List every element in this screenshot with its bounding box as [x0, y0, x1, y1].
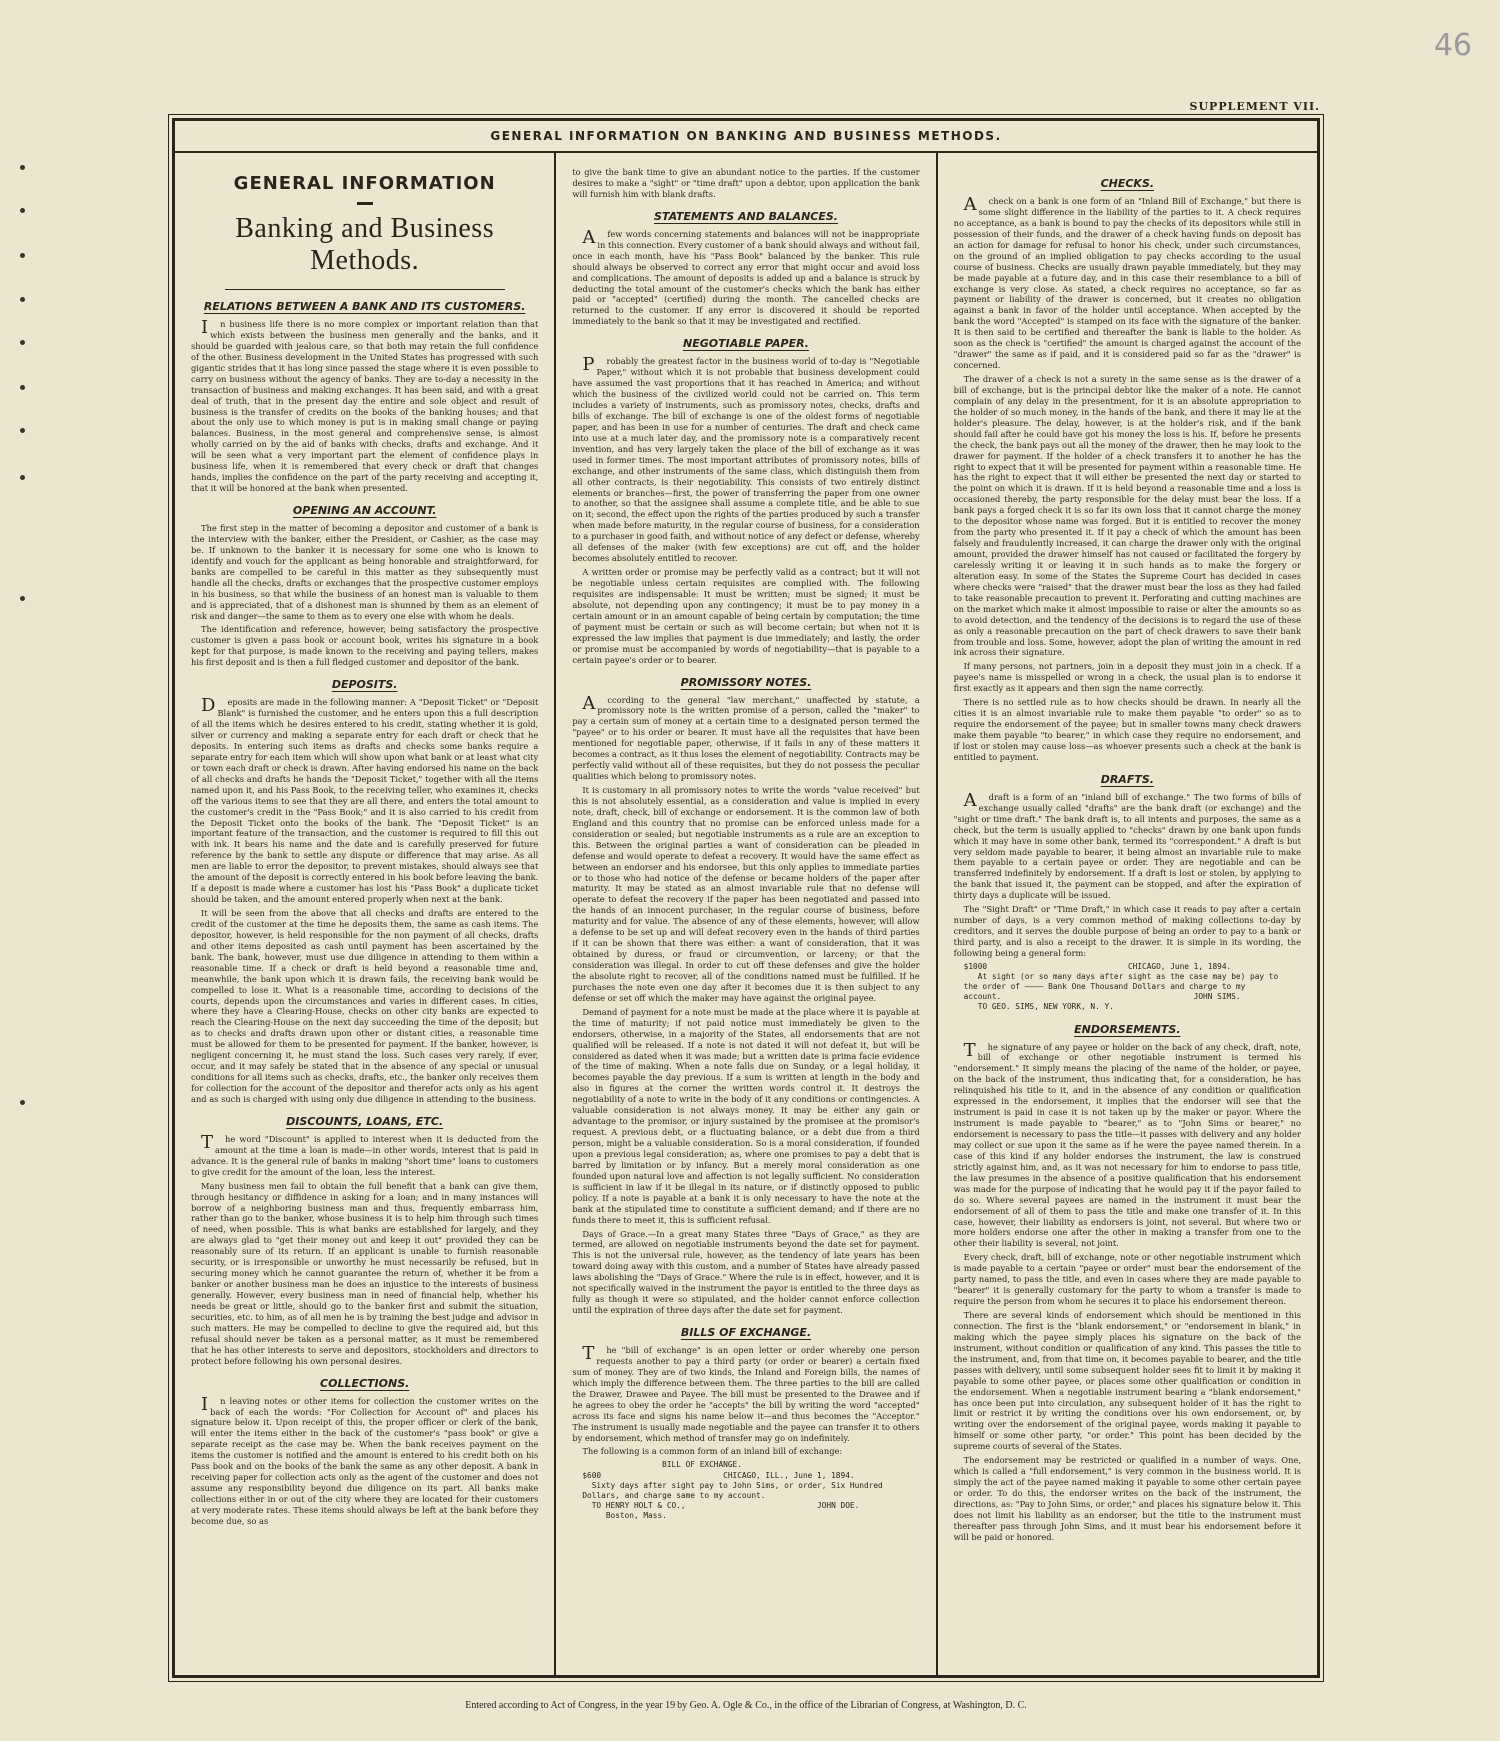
- section-heading-promissory: PROMISSORY NOTES.: [680, 675, 812, 689]
- paragraph: If many persons, not partners, join in a deposit they must join in a check. If a payee's name is misspelled or wrong in a check, the usual plan is to endorse it first exactly as it appears and then sign the name correctly.: [953, 661, 1301, 694]
- paragraph: A written order or promise may be perfectly valid as a contract; but it will not be negotiable unless certain requisites are complied with. The following requisites are indispensable: It must be written; must be signed; it must be absolute, not depending upon any contingency; it must be to pay money in a certain amount or in an amount capable of being certain by computation; the time of payment must be certain or such as will become certain; but when not it is expressed the law implies that payment is due immediately; and lastly, the order or promise must be accompanied by words of negotiability—that is payable to a certain payee's order or to bearer.: [572, 567, 920, 665]
- section-heading-deposits: DEPOSITS.: [331, 678, 398, 692]
- page-number: 46: [1433, 28, 1472, 63]
- binding-hole: [20, 253, 25, 258]
- binding-hole: [20, 1100, 25, 1105]
- column-3: [936, 153, 1317, 1675]
- section-heading-opening: OPENING AN ACCOUNT.: [292, 504, 437, 517]
- section-heading-statements: STATEMENTS AND BALANCES.: [654, 209, 838, 223]
- binding-hole: [20, 165, 25, 170]
- masthead-title: GENERAL INFORMATION: [233, 173, 496, 194]
- paragraph: There is no settled rule as to how checks should be drawn. In nearly all the cities it is an almost invariable rule to make them payable "to order" so as to require the endorsement of the payee; but in smaller towns many check drawers make them payable "to bearer," in which case they require no endorsement, and if lost or stolen may cause loss—as whoever presents such a check at the bank is entitled to payment.: [953, 697, 1301, 762]
- binding-hole: [20, 208, 25, 213]
- section-heading-collections: COLLECTIONS.: [320, 1376, 410, 1390]
- paragraph: It is customary in all promissory notes to write the words "value received" but this is not absolutely essential, as a consideration and value is implied in every note, draft, check, bill of exchange or endorsement. It is the common law of both England and this country that no promise can be enforced unless made for a consideration or sealed; but negotiable instruments as a rule are an exception to this. Between the original parties a want of consideration can be pleaded in defense and would operate to defeat a recovery. It would have the same effect as between an endorser and his endorsee, but this only applies to immediate parties or to those who had notice of the defense or became holders of the paper after maturity. It may be stated as an almost invariable rule that no defense will operate to defeat the recovery if the paper has been negotiated and passed into the hands of an innocent purchaser, in the regular course of business, before maturity and for value. The absence of any of these elements, however, will allow a defense to be set up and will defeat recovery even in the hands of third parties if it can be shown that there was either: a want of consideration, that it was obtained by duress, or fraud or circumvention, or larceny; or that the consideration was illegal. In order to cut off these defenses and give the holder the absolute right to recover, all of the conditions named must be fulfilled. If he purchases the note even one day after it becomes due it is then subject to any defense or set off which the maker may have against the original payee.: [572, 785, 920, 1003]
- paragraph: The identification and reference, however, being satisfactory the prospective customer is given a pass book or account book, writes his signature in a book kept for that purpose, is made known to the receiving and paying tellers, makes his first deposit and is then a full fledged customer and depositor of the bank.: [191, 624, 539, 668]
- paragraph: Demand of payment for a note must be made at the place where it is payable at the time of maturity; if not paid notice must immediately be given to the endorsers, otherwise, in a majority of the States, all endorsements that are not qualified will be released. If a note is not dated it will not defeat it, but will be considered as dated when it was made; but a written date is prima facie evidence of the time of making. When a note falls due on Sunday, or a legal holiday, it becomes payable the day previous. If a sum is written at length in the body and also in figures at the corner the written words control it. It destroys the negotiability of a note to write in the body of it any conditions or contingencies. A valuable consideration is not always money. It may be either any gain or advantage to the promisor, or injury sustained by the promisee at the promisor's request. A previous debt, or a fluctuating balance, or a debt due from a third person, might be a valuable consideration. So is a moral consideration, if founded upon a previous legal consideration; as, where one promises to pay a debt that is barred by limitation or by infancy. But a merely moral consideration as one founded upon natural love and affection is not legally sufficient. No consideration is sufficient in law if it be illegal in its nature, or if distinctly opposed to public policy. If a note is payable at a bank it is only necessary to have the note at the bank at the stipulated time to constitute a sufficient demand; and if there are no funds there to meet it, this is sufficient refusal.: [572, 1006, 920, 1225]
- paragraph: The "bill of exchange" is an open letter or order whereby one person requests another to pay a third party (or order or bearer) a certain fixed sum of money. They are of two kinds, the Inland and Foreign bills, the names of which imply the difference between them. The three parties to the bill are called the Drawer, Drawee and Payee. The bill must be presented to the Drawee and if he agrees to obey the order he "accepts" the bill by writing the word "accepted" across its face and signs his name below it—and thus becomes the "Acceptor." The instrument is usually made negotiable and the payee can transfer it to others by endorsement, which method of transfer may go on indefinitely.: [572, 1343, 920, 1443]
- paragraph: Days of Grace.—In a great many States three "Days of Grace," as they are termed, are allowed on negotiable instruments beyond the date set for payment. This is not the universal rule, however, as the tendency of late years has been toward doing away with this custom, and a number of States have already passed laws abolishing the "Days of Grace." Where the rule is in effect, however, and it is not specifically waived in the instrument the payor is entitled to the three days as fully as though it were so stipulated, and the holder cannot enforce collection until the expiration of three days after the date set for payment.: [572, 1228, 920, 1316]
- binding-hole: [20, 475, 25, 480]
- binding-hole: [20, 340, 25, 345]
- binding-hole: [20, 428, 25, 433]
- paragraph: Afew words concerning statements and balances will not be inappropriate in this connection. Every customer of a bank should always and without fail, once in each month, have his "Pass Book" balanced by the banker. This rule should always be observed to correct any error that might occur and avoid loss and complications. The amount of deposits is added up and a balance is struck by deducting the total amount of the customer's checks which the bank has either paid or "accepted" (certified) during the month. The cancelled checks are returned to the customer. If any error is discovered it should be reported immediately to the bank so that it may be investigated and rectified.: [572, 226, 920, 327]
- article-frame: [172, 118, 1320, 1678]
- paragraph: The first step in the matter of becoming a depositor and customer of a bank is the interview with the banker, either the President, or Cashier, as the case may be. If unknown to the banker it is necessary for some one who is known to identify and vouch for the applicant as being honorable and straightforward, for banks are compelled to be careful in this matter as they subsequently must handle all the checks, drafts or exchanges that the prospective customer employs in his business, so that while the business of an honest man is valuable to them and is appreciated, that of a dishonest man is shunned by them as an element of risk and danger—the same to them as to every one else with whom he deals.: [191, 523, 539, 621]
- binding-hole: [20, 385, 25, 390]
- divider: [357, 202, 373, 205]
- paragraph: Probably the greatest factor in the business world of to-day is "Negotiable Paper," without which it is not probable that business development could have assumed the vast proportions that it has reached in America; and without which the business of the civilized world could not be carried on. This term includes a variety of instruments, such as promissory notes, checks, drafts and bills of exchange. The bill of exchange is one of the oldest forms of negotiable paper, and has been in use for a number of centuries. The draft and check came into use at a much later day, and the promissory note is a comparatively recent invention, and has very largely taken the place of the bill of exchange as it was used in former times. The most important attributes of promissory notes, bills of exchange, and other instruments of the same class, which distinguish them from all other contracts, is their negotiability. This consists of two entirely distinct elements or branches—first, the power of transferring the paper from one owner to another, so that the assignee shall assume a complete title, and be able to sue on it; second, the effect upon the rights of the parties produced by such a transfer when made before maturity, in the regular course of business, for a consideration to a purchaser in good faith, and without notice of any defect or defense, whereby all defenses of the maker (with few exceptions) are cut off, and the holder becomes absolutely entitled to recover.: [572, 354, 920, 564]
- paragraph: The drawer of a check is not a surety in the same sense as is the drawer of a bill of exchange, but is the principal debtor like the maker of a note. He cannot complain of any delay in the presentment, for it is an absolute appropriation to the holder of so much money, in the hands of the bank, and there it may lie at the holder's pleasure. The delay, however, is at the holder's risk, and if the bank should fail after he could have got his money the loss is his. If, before he presents the check, the bank pays out all the money of the drawer, then he may look to the drawer for payment. If the holder of a check transfers it to another he has the right to expect that it will be presented for payment within a reasonable time. He has the right to expect that it will either be presented the next day or started to the point on which it is drawn. If it is held beyond a reasonable time and a loss is occasioned thereby, the party responsible for the delay must bear the loss. If a bank pays a forged check it is so far its own loss that it cannot charge the money to the depositor whose name was forged. But it is entitled to recover the money from the party who presented it. If it pay a check of which the amount has been falsely and fraudulently increased, it can charge the drawer only with the original amount, provided the drawer himself has not caused or facilitated the forgery by carelessly writing it or leaving it in such hands as to make the forgery or alteration easy. In some of the States the Supreme Court has decided in cases where checks were "raised" that the drawer must bear the loss as they had failed to take reasonable precaution to prevent it. Perforating and cutting machines are on the market which make it almost impossible to raise or alter the amounts so as to avoid detection, and the tendency of the decisions is to regard the use of these as only a reasonable precaution on the part of check drawers to save their bank from trouble and loss. Some, however, adopt the plan of writing the amount in red ink across their signature.: [953, 374, 1301, 658]
- section-heading-relations: RELATIONS BETWEEN A BANK AND ITS CUSTOMERS.: [203, 300, 526, 313]
- column-2: [554, 153, 935, 1675]
- bill-of-exchange-form: BILL OF EXCHANGE. $600 CHICAGO, ILL., June 1, 1894. Sixty days after sight pay to John Sims, or order, Six Hundred Dollars, and charge same to my account. TO HENRY HOLT & CO., JOHN DOE. Boston, Mass.: [582, 1460, 883, 1520]
- section-heading-endorsements: ENDORSEMENTS.: [1074, 1022, 1181, 1036]
- binding-hole: [20, 297, 25, 302]
- section-heading-bills: BILLS OF EXCHANGE.: [680, 1326, 812, 1339]
- paragraph: The "Sight Draft" or "Time Draft," in which case it reads to pay after a certain number of days, is a very common method of making collections to-day by creditors, and it serves the double purpose of being an order to pay to a bank or third party, and is also a receipt to the drawer. It is simple in its wording, the following being a general form:: [953, 904, 1301, 958]
- paragraph: The endorsement may be restricted or qualified in a number of ways. One, which is called a "full endorsement," is very common in the business world. It is simply the act of the payee named making it payable to some other certain payee or order. To do this, the endorser writes on the back of the instrument, the directions, as: "Pay to John Sims, or order," and places his signature below it. This does not limit his liability as an endorser, but the title to the instrument must thereafter pass through John Sims, and it must bear his endorsement before it will be paid or honored.: [953, 1455, 1301, 1542]
- section-heading-discounts: DISCOUNTS, LOANS, ETC.: [286, 1114, 444, 1128]
- column-1: [175, 153, 554, 1675]
- paragraph: The signature of any payee or holder on the back of any check, draft, note, bill of exchange or other negotiable instrument is termed his "endorsement." It simply means the placing of the name of the holder, or payee, on the back of the instrument, thus indicating that, for a consideration, he has relinquished his title to it, and in the absence of any condition or qualification expressed in the endorsement, it implies that the endorser will see that the instrument is paid in case it is not taken up by the maker or payor. Where the instrument is made payable to "bearer," as to "John Sims or bearer," no endorsement is necessary to pass the title—it passes with delivery and any holder may collect or sue upon it the same as if he were the payee named therein. In a case of this kind if any holder endorses the instrument, the law is construed strictly against him, and, as it was not necessary for him to endorse to pass title, the law presumes in the absence of a positive qualification that his endorsement was made for the purpose of indicating that he would pay it if the payor failed to do so. Where several payees are named in the instrument it must bear the endorsement of all of them to pass the title and make one transfer of it. In this case, however, their liability as endorsers is joint, not several. But where two or more holders endorse one after the other in making a transfer from one to the other their liability is several, not joint.: [953, 1039, 1301, 1249]
- paragraph: Acheck on a bank is one form of an "Inland Bill of Exchange," but there is some slight difference in the liability of the parties to it. A check requires no acceptance, as a bank is bound to pay the checks of its depositors while still in possession of their funds, and the drawer of a check having funds on deposit has an action for damage for refusal to honor his check, under such circumstances, on the ground of an implied obligation to pay checks according to the usual course of business. Checks are usually drawn payable immediately, but they may be made payable at a future day, and in this case their resemblance to a bill of exchange is very close. As stated, a check requires no acceptance, so far as payment or liability of the drawer is concerned, but it creates no obligation against a bank in favor of the holder until acceptance. When accepted by the bank the word "Accepted" is stamped on its face with the signature of the banker. It is then said to be certified and thereafter the bank is liable to the holder. As soon as the check is "certified" the amount is charged against the account of the "drawer" the same as if paid, and it is considered paid so far as the "drawer" is concerned.: [953, 194, 1301, 371]
- paragraph: According to the general "law merchant," unaffected by statute, a promissory note is the written promise of a person, called the "maker" to pay a certain sum of money at a certain time to a designated person termed the "payee" or to his order or bearer. It must have all the requisites that have been mentioned for negotiable paper, otherwise, if it fails in any of these matters it becomes a contract, as it thus loses the element of negotiability. Contracts may be perfectly valid without all of these requisites, but they do not possess the peculiar qualities which belong to promissory notes.: [572, 692, 920, 782]
- section-heading-negotiable: NEGOTIABLE PAPER.: [683, 337, 809, 351]
- paragraph: Deposits are made in the following manner: A "Deposit Ticket" or "Deposit Blank" is furnished the customer, and he enters upon this a full description of all the items which he desires entered to his credit, stating whether it is gold, silver or currency and making a separate entry for each draft or check that he deposits. In entering such items as drafts and checks some banks require a separate entry for each item which will show upon what bank or at least what city or town each draft or check is drawn. After having endorsed his name on the back of all checks and drafts he hands the "Deposit Ticket," together with all the items named upon it, and his Pass Book, to the receiving teller, who examines it, checks off the various items to see that they are all there, and enters the total amount to the customer's credit in the "Pass Book;" and it is also carried to his credit from the Deposit Ticket onto the books of the bank. The "Deposit Ticket" is an important feature of the transaction, and the customer is required to fill this out with ink. It bears his name and the date and is carefully preserved for future reference by the bank to settle any dispute or difference that may arise. As all men are liable to error the depositor, to prevent mistakes, should always see that the amount of the deposit is correctly entered in his book before leaving the bank. If a deposit is made where a customer has lost his "Pass Book" a duplicate ticket should be taken, and the amount entered properly when next at the bank.: [191, 695, 539, 905]
- divider: [225, 289, 505, 290]
- paragraph: The word "Discount" is applied to interest when it is deducted from the amount at the time a loan is made—in other words, interest that is paid in advance. It is the general rule of banks in making "short time" loans to customers to give credit for the amount of the loan, less the interest.: [191, 1131, 539, 1177]
- copyright-footer: Entered according to Act of Congress, in the year 19 by Geo. A. Ogle & Co., in the office of the Librarian of Congress, at Washington, D. C.: [465, 1700, 1027, 1711]
- paragraph: In leaving notes or other items for collection the customer writes on the back of each the words: "For Collection for Account of" and places his signature below it. Upon receipt of this, the proper officer or clerk of the bank, will enter the items either in the back of the customer's "pass book" or give a separate receipt as the case may be. When the bank receives payment on the items the customer is notified and the amount is entered to his credit both on his Pass book and on the books of the bank the same as any other deposit. A bank in receiving paper for collection acts only as the agent of the customer and does not assume any responsibility beyond due diligence on its part. All banks make collections either in or out of the city where they are located for their customers at very moderate rates. These items should always be left at the bank before they become due, so as: [191, 1393, 539, 1526]
- paragraph: to give the bank time to give an abundant notice to the parties. If the customer desires to make a "sight" or "time draft" upon a debtor, upon application the bank will furnish him with blank drafts.: [572, 167, 920, 199]
- binding-hole: [20, 596, 25, 601]
- masthead-subtitle: Banking and Business Methods.: [235, 213, 495, 276]
- supplement-label: SUPPLEMENT VII.: [1189, 100, 1320, 113]
- paragraph: Every check, draft, bill of exchange, note or other negotiable instrument which is made payable to a certain "payee or order" must bear the endorsement of the party named, to pass the title, and even in cases where they are made payable to "bearer" it is generally customary for the party to whom a transfer is made to require the person from whom he secures it to place his endorsement thereon.: [953, 1252, 1301, 1307]
- section-heading-checks: CHECKS.: [1100, 177, 1155, 190]
- masthead: [191, 173, 538, 290]
- banner-title: GENERAL INFORMATION ON BANKING AND BUSINESS METHODS.: [175, 121, 1317, 153]
- paragraph: In business life there is no more complex or important relation than that which exists between the business men generally and the banks, and it should be guarded with jealous care, so that both may retain the full confidence of the other. Business development in the United States has progressed with such gigantic strides that it has long since passed the stage where it is even possible to carry on business without the agency of banks. They are to-day a necessity in the transaction of business and making exchanges. It has been said, and with a great deal of truth, that in the present day the entire and sole object and result of business is the transfer of credits on the books of the banking houses; and that about the only use to which money is put is in making small change or paying balances. Business, in the most general and comprehensive sense, is almost wholly carried on by the aid of banks with checks, drafts and exchange. And it will be seen what a very important part the element of confidence plays in business life, when it is remembered that every check or draft that changes hands, implies the confidence on the part of the party receiving and accepting it, that it will be honored at the bank when presented.: [191, 317, 539, 494]
- paragraph: Adraft is a form of an "inland bill of exchange." The two forms of bills of exchange usually called "drafts" are the bank draft (or exchange) and the "sight or time draft." The bank draft is, to all intents and purposes, the same as a check, but the term is usually applied to "checks" drawn by one bank upon funds which it may have in some other bank, termed its "correspondent." A draft is but very seldom made payable to bearer, it being almost an invariable rule to make them payable to a certain payee or order. They are negotiable and can be transferred indefinitely by endorsement. If a draft is lost or stolen, by applying to the bank that issued it, the payment can be stopped, and after the expiration of thirty days a duplicate will be issued.: [953, 789, 1301, 901]
- section-heading-drafts: DRAFTS.: [1100, 772, 1154, 786]
- paragraph: Many business men fail to obtain the full benefit that a bank can give them, through hesitancy or diffidence in asking for a loan; and in many instances will borrow of a neighboring business man and thus, frequently embarrass him, rather than go to the banker, whose business it is to help him through such times of need, when possible. This is what banks are established for largely, and they are always glad to "get their money out and keep it out" provided they can be reasonably sure of its return. If an applicant is unable to furnish reasonable security, or is irresponsible or unworthy he must necessarily be refused, but in securing money which he cannot guarantee the return of, whether it be from a banker or another business man he does an injustice to the interests of business generally. However, every business man in need of financial help, whether his needs be great or little, should go to the banker first and submit the situation, securities, etc. to him, as of all men he is by training the best judge and advisor in such matters. He may be compelled to decline to give the required aid, but this refusal should never be taken as a personal matter, as it must be remembered that he has other interests to serve and depositors, stockholders and directors to protect before following his own personal desires.: [191, 1180, 539, 1366]
- paragraph: There are several kinds of endorsement which should be mentioned in this connection. The first is the "blank endorsement," or "endorsement in blank," in making which the payee simply places his signature on the back of the instrument, without condition or qualification of any kind. This passes the title to the instrument, and, from that time on, it becomes payable to bearer, and the title passes with delivery, until some subsequent holder sees fit to limit it by making it payable to some other payee, or places some other qualification or condition in the endorsement. When a negotiable instrument bearing a "blank endorsement," has once been put into circulation, any subsequent holder of it has the right to limit or restrict it by writing the conditions over his own endorsement, or, by writing over the endorsement of the original payee, words making it payable to himself or some other party, "or order." This point has been decided by the supreme courts of several of the States.: [953, 1310, 1301, 1452]
- paragraph: The following is a common form of an inland bill of exchange:: [582, 1446, 843, 1457]
- paragraph: It will be seen from the above that all checks and drafts are entered to the credit of the customer at the time he deposits them, the same as cash items. The depositor, however, is held responsible for the non payment of all checks, drafts and other items deposited as cash until payment has been ascertained by the bank. The bank, however, must use due diligence in attending to them within a reasonable time. If a check or draft is held beyond a reasonable time and, meanwhile, the bank upon which it is drawn fails, the receiving bank would be compelled to lose it. What is a reasonable time, according to decisions of the courts, depends upon the circumstances and varies in different cases. In cities, where they have a Clearing-House, checks on other city banks are expected to reach the Clearing-House on the next day succeeding the time of the deposit; but as to checks and drafts drawn upon other or distant cities, a reasonable time must be allowed for them to be presented for payment. If the banker, however, is negligent concerning it, he must stand the loss. Such cases very rarely, if ever, occur, and it may safely be stated that in the absence of any special or unusual conditions for all items such as checks, drafts, etc., the banker only receives them for collection for the account of the depositor and therefor acts only as his agent and as such is charged with using only due diligence in attending to the business.: [191, 908, 539, 1104]
- draft-form: $1000 CHICAGO, June 1, 1894. At sight (or so many days after sight as the case may be) pay to the order of ———— Bank One Thousand Dollars and charge to my account. JOHN SIMS. TO GEO. SIMS, NEW YORK, N. Y.: [963, 961, 1279, 1012]
